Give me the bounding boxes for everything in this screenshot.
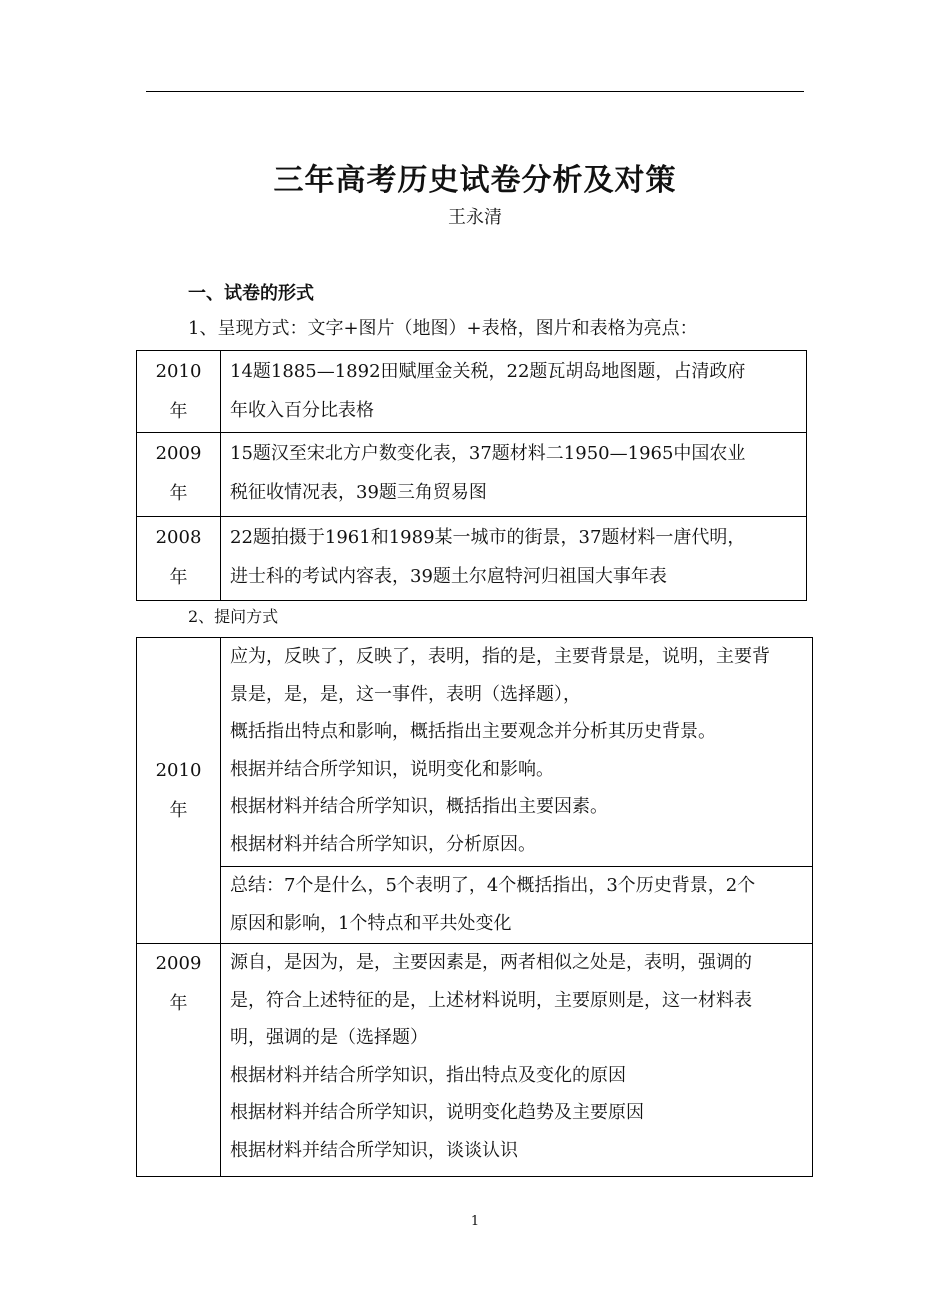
year-cell [137,433,221,517]
content-line: 源自，是因为，是，主要因素是，两者相似之处是，表明，强调的 [230,952,752,973]
year-unit: 年 [169,799,188,821]
year-cell [137,351,221,433]
content-cell [221,433,807,517]
content-line: 年收入百分比表格 [230,400,374,421]
presentation-table [136,350,807,601]
year-cell [137,638,221,944]
content-line: 根据材料并结合所学知识，谈谈认识 [230,1139,518,1161]
subsection-heading-1: 1、呈现方式：文字+图片（地图）+表格，图片和表格为亮点： [188,318,698,339]
table-row [137,944,813,1177]
content-line: 22题拍摄于1961和1989某一城市的街景，37题材料一唐代明， [230,527,746,548]
content-line: 根据材料并结合所学知识，指出特点及变化的原因 [230,1064,626,1086]
year-label: 2009 [155,953,202,974]
year-label: 2008 [155,527,202,548]
page-number: 1 [470,1214,480,1229]
year-label: 2010 [155,361,202,382]
subsection-heading-2: 2、提问方式 [188,607,279,626]
content-line: 概括指出特点和影响，概括指出主要观念并分析其历史背景。 [230,721,716,742]
table-row [137,351,807,433]
summary-cell [221,867,813,944]
document-title: 三年高考历史试卷分析及对策 [273,163,677,198]
year-unit: 年 [169,567,188,588]
year-label: 2009 [155,443,202,464]
section-heading-1: 一、试卷的形式 [188,283,314,304]
table-row [137,638,813,867]
content-line: 景是，是，是，这一事件，表明（选择题）， [230,683,581,705]
header-rule [146,91,804,92]
question-style-table [136,637,813,1177]
year-unit: 年 [169,483,188,504]
content-line: 根据材料并结合所学知识，概括指出主要因素。 [230,796,608,817]
author-name: 王永清 [448,207,502,228]
content-line: 15题汉至宋北方户数变化表，37题材料二1950—1965中国农业 [230,443,746,464]
year-cell [137,944,221,1177]
content-cell [221,944,813,1177]
content-line: 是，符合上述特征的是，上述材料说明，主要原则是，这一材料表 [230,989,752,1011]
year-unit: 年 [169,993,188,1014]
year-label: 2010 [155,759,202,781]
content-line: 根据并结合所学知识，说明变化和影响。 [230,758,554,780]
content-line: 应为，反映了，反映了，表明，指的是，主要背景是，说明，主要背 [230,646,770,667]
content-line: 14题1885—1892田赋厘金关税，22题瓦胡岛地图题，占清政府 [230,361,746,382]
summary-line: 总结：7个是什么，5个表明了，4个概括指出，3个历史背景，2个 [230,875,756,896]
content-line: 税征收情况表，39题三角贸易图 [230,482,487,503]
year-cell [137,517,221,601]
content-cell [221,638,813,867]
table-row [137,517,807,601]
content-cell [221,351,807,433]
table-row [137,433,807,517]
content-line: 进士科的考试内容表，39题土尔扈特河归祖国大事年表 [230,566,667,587]
content-line: 明，强调的是（选择题） [230,1027,428,1048]
summary-line: 原因和影响，1个特点和平共处变化 [230,912,512,934]
year-unit: 年 [169,401,188,422]
content-line: 根据材料并结合所学知识，说明变化趋势及主要原因 [230,1102,644,1123]
content-line: 根据材料并结合所学知识，分析原因。 [230,833,536,855]
content-cell [221,517,807,601]
table-row [137,867,813,944]
